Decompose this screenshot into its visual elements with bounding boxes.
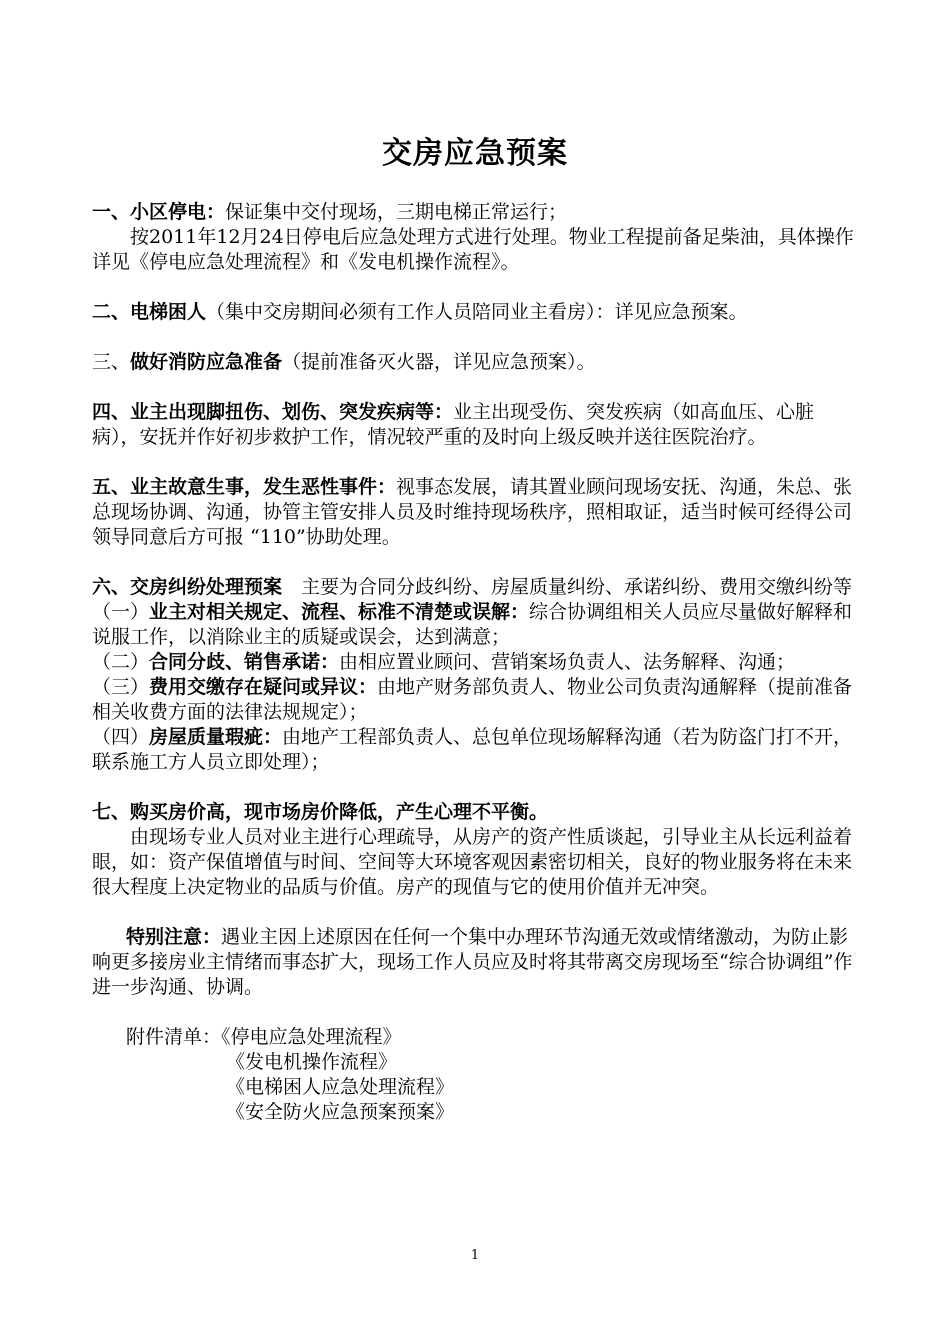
section-4-heading: 四、业主出现脚扭伤、划伤、突发疾病等： xyxy=(92,401,454,423)
attachment-item: 《电梯困人应急处理流程》 xyxy=(226,1076,455,1098)
section-3-prefix: 三、 xyxy=(92,351,131,373)
special-note xyxy=(92,925,860,1000)
item-prefix: （一） xyxy=(92,601,150,623)
item-text: 综合协调组相关人员应尽量做好解释和说服工作，以消除业主的质疑或误会，达到满意； xyxy=(92,601,853,648)
attachment-item: 《安全防火应急预案预案》 xyxy=(226,1101,455,1123)
section-6-item-1 xyxy=(92,600,860,650)
section-3 xyxy=(92,350,860,375)
special-note-heading: 特别注意： xyxy=(126,926,222,948)
section-2-text: （集中交房期间必须有工作人员陪同业主看房）：详见应急预案。 xyxy=(206,301,748,323)
section-6-item-4 xyxy=(92,725,860,775)
attachment-item: 《发电机操作流程》 xyxy=(226,1051,398,1073)
document-title: 交房应急预案 xyxy=(382,136,568,171)
section-4-text: 业主出现受伤、突发疾病（如高血压、心脏病），安抚并作好初步救护工作，情况较严重的及时向上级反映并送往医院治疗。 xyxy=(92,401,815,448)
item-heading: 费用交缴存在疑问或异议： xyxy=(149,676,378,698)
attachment-label: 附件清单： xyxy=(126,1026,222,1048)
section-6 xyxy=(92,575,860,600)
section-5-heading: 五、业主故意生事，发生恶性事件： xyxy=(92,476,397,498)
item-text: 由地产工程部负责人、总包单位现场解释沟通（若为防盗门打不开，联系施工方人员立即处理）； xyxy=(92,726,853,773)
section-6-heading: 六、交房纠纷处理预案 xyxy=(92,576,283,598)
section-7-text: 由现场专业人员对业主进行心理疏导，从房产的资产性质谈起，引导业主从长远利益着眼，如：资产保值增值与时间、空间等大环境客观因素密切相关，良好的物业服务将在未来很大程度上决定物业的品质与价值。房产的现值与它的使用价值并无冲突。 xyxy=(92,826,853,898)
item-text: 由地产财务部负责人、物业公司负责沟通解释（提前准备相关收费方面的法律法规规定）； xyxy=(92,676,853,723)
section-1-detail: 按2011年12月24日停电后应急处理方式进行处理。物业工程提前备足柴油，具体操作详见《停电应急处理流程》和《发电机操作流程》。 xyxy=(92,226,854,273)
section-5 xyxy=(92,475,860,550)
section-4 xyxy=(92,400,860,450)
section-3-text: （提前准备灭火器，详见应急预案）。 xyxy=(282,351,596,373)
section-2-heading: 二、电梯困人 xyxy=(92,301,207,323)
item-heading: 合同分歧、销售承诺： xyxy=(149,651,340,673)
item-heading: 业主对相关规定、流程、标准不清楚或误解： xyxy=(149,601,530,623)
item-heading: 房屋质量瑕疵： xyxy=(149,726,283,748)
document-body xyxy=(92,200,860,1125)
section-2 xyxy=(92,300,860,325)
section-1 xyxy=(92,200,860,225)
section-3-heading: 做好消防应急准备 xyxy=(130,351,283,373)
item-prefix: （二） xyxy=(92,651,150,673)
special-note-text: 遇业主因上述原因在任何一个集中办理环节沟通无效或情绪激动，为防止影响更多接房业主情绪而事态扩大，现场工作人员应及时将其带离交房现场至“综合协调组”作进一步沟通、协调。 xyxy=(92,926,853,998)
section-1-text: 保证集中交付现场，三期电梯正常运行； xyxy=(225,201,568,223)
section-6-item-3 xyxy=(92,675,860,725)
section-7-heading: 七、购买房价高，现市场房价降低，产生心理不平衡。 xyxy=(92,801,549,823)
attachment-list xyxy=(92,1025,860,1050)
section-6-item-2 xyxy=(92,650,860,675)
item-text: 由相应置业顾问、营销案场负责人、法务解释、沟通； xyxy=(339,651,796,673)
attachment-item: 《停电应急处理流程》 xyxy=(221,1026,402,1048)
section-5-text: 视事态发展，请其置业顾问现场安抚、沟通，朱总、张总现场协调、沟通，协管主管安排人员及时维持现场秩序，照相取证，适当时候可经得公司领导同意后方可报 “110”协助处理。 xyxy=(92,476,853,548)
page-number: 1 xyxy=(470,1248,480,1263)
item-prefix: （三） xyxy=(92,676,150,698)
section-6-text: 主要为合同分歧纠纷、房屋质量纠纷、承诺纠纷、费用交缴纠纷等 xyxy=(282,576,853,598)
section-1-heading: 一、小区停电： xyxy=(92,201,226,223)
item-prefix: （四） xyxy=(92,726,150,748)
